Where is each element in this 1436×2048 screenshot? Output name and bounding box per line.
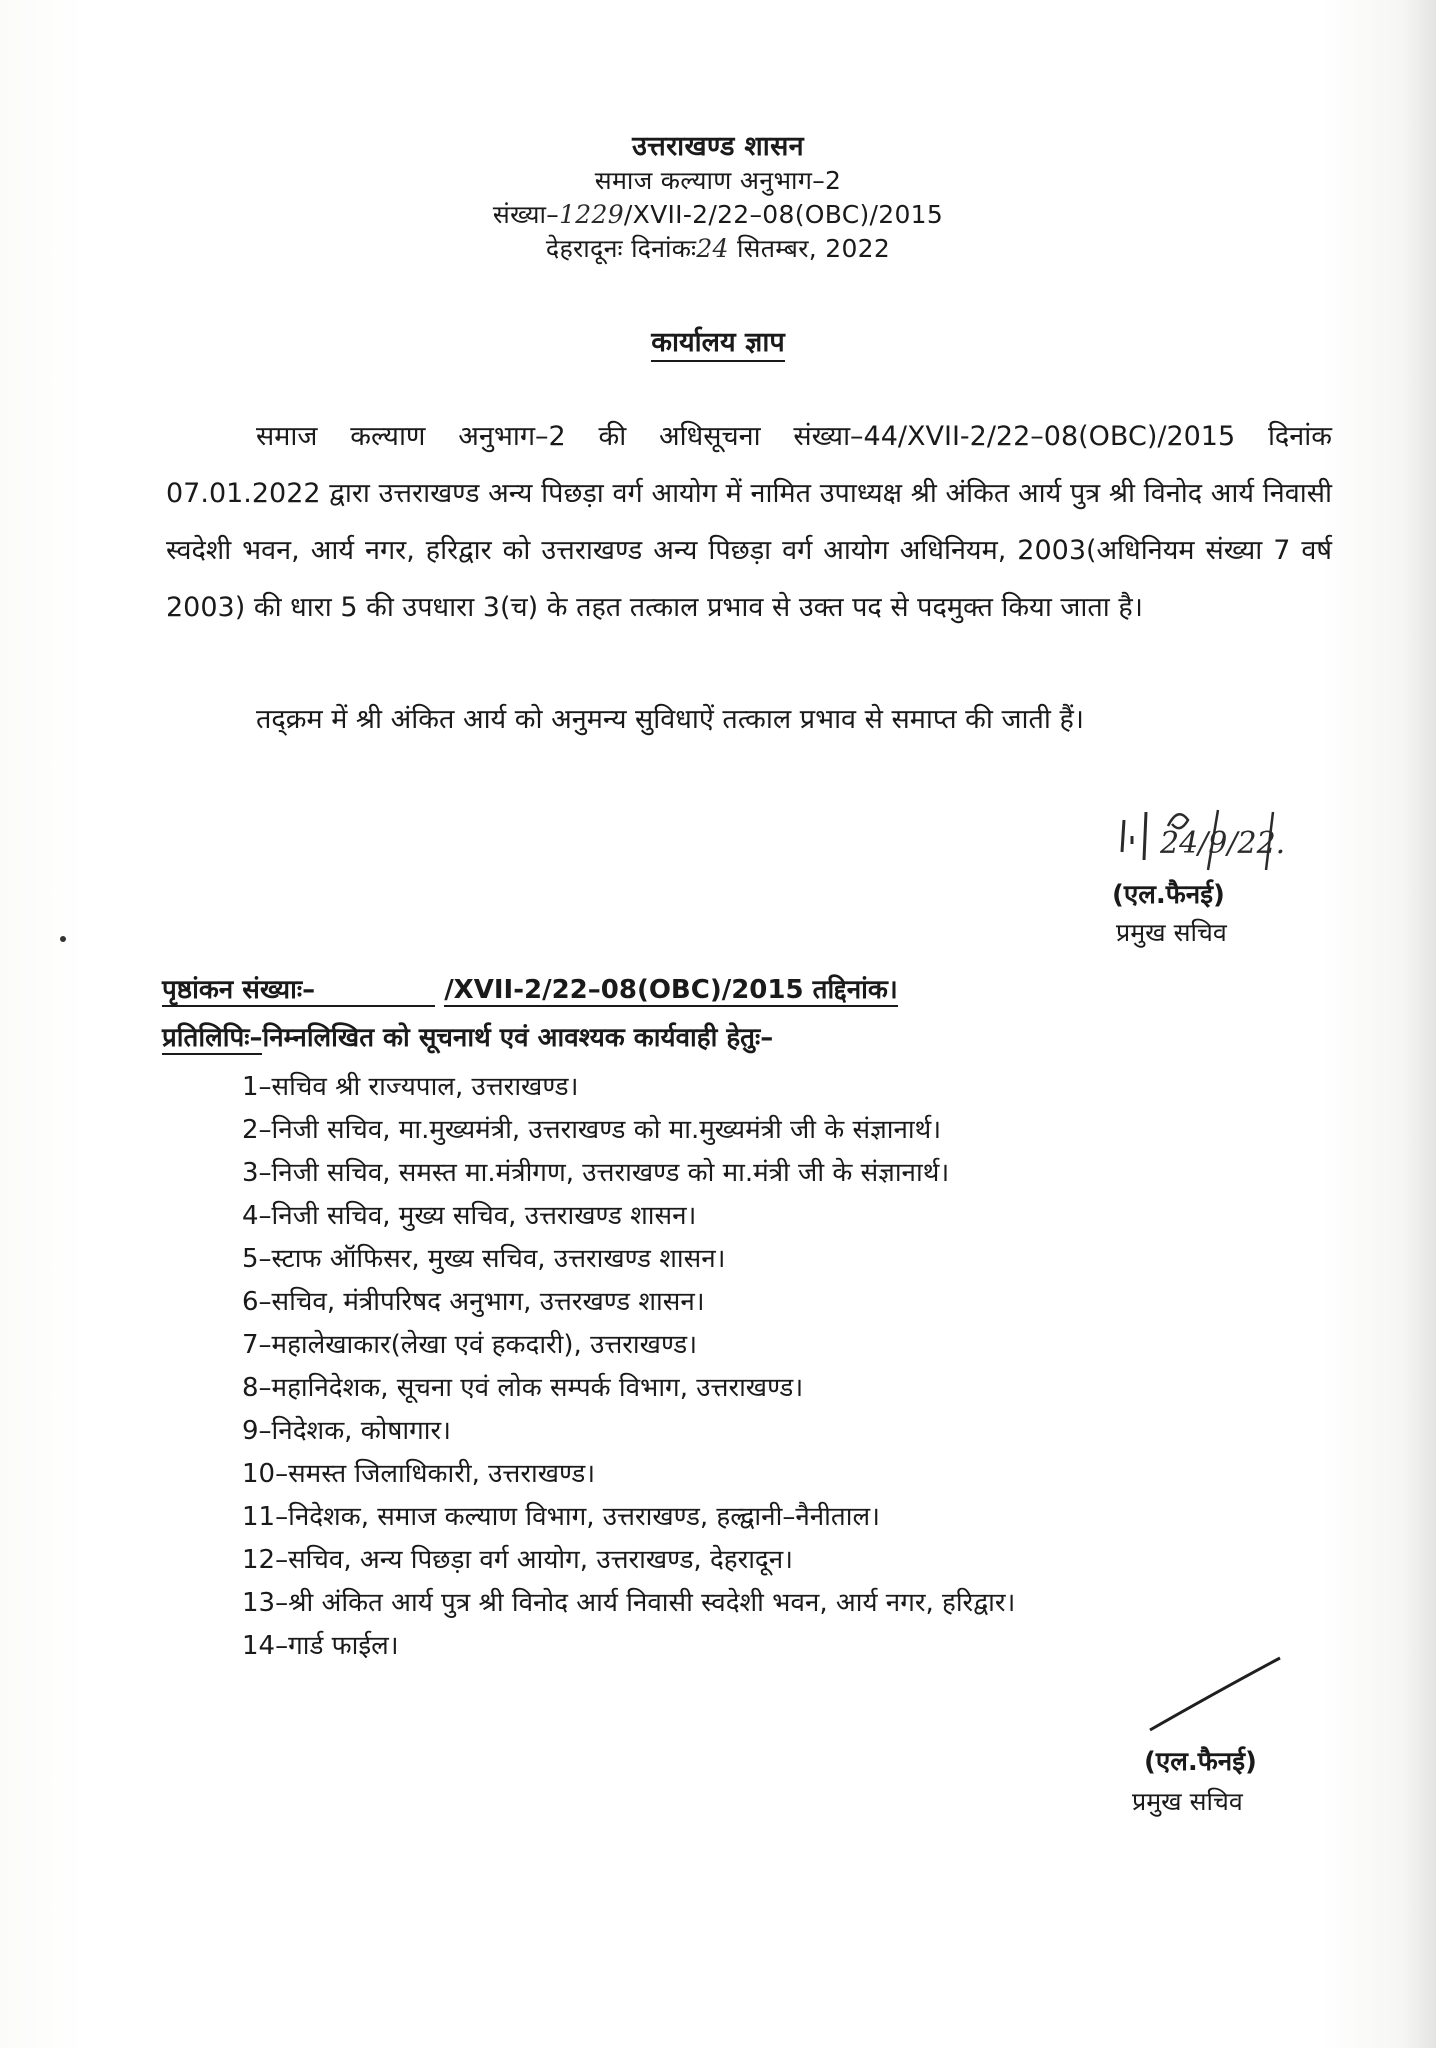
list-item: 11–निदेशक, समाज कल्याण विभाग, उत्तराखण्ड, हल्द्वानी–नैनीताल। — [242, 1502, 880, 1532]
date-suffix: सितम्बर, 2022 — [737, 234, 891, 263]
handwritten-number: 1229 — [559, 200, 624, 229]
signatory-name: (एल.फैनई) — [1112, 880, 1225, 910]
list-item: 2–निजी सचिव, मा.मुख्यमंत्री, उत्तराखण्ड को मा.मुख्यमंत्री जी के संज्ञानार्थ। — [242, 1115, 942, 1145]
signature-block-1 — [1108, 800, 1428, 947]
second-paragraph: तद्क्रम में श्री अंकित आर्य को अनुमन्य सुविधाऐं तत्काल प्रभाव से समाप्त की जाती हैं। — [256, 704, 1085, 735]
signatory-name-2: (एल.फैनई) — [1144, 1747, 1257, 1777]
scan-speck — [60, 936, 66, 942]
copy-text: निम्नलिखित को सूचनार्थ एवं आवश्यक कार्यवाही हेतुः– — [262, 1023, 774, 1053]
list-item: 10–समस्त जिलाधिकारी, उत्तराखण्ड। — [242, 1459, 596, 1489]
main-paragraph — [166, 408, 1332, 636]
list-item: 7–महालेखाकार(लेखा एवं हकदारी), उत्तराखण्ड। — [242, 1330, 698, 1360]
list-item: 8–महानिदेशक, सूचना एवं लोक सम्पर्क विभाग, उत्तराखण्ड। — [242, 1373, 804, 1403]
copy-label: प्रतिलिपिः– — [162, 1023, 263, 1053]
handwritten-date: 24 — [696, 234, 729, 263]
copy-heading — [162, 1018, 773, 1054]
paragraph-1-text: समाज कल्याण अनुभाग–2 की अधिसूचना संख्या–44/XVII-2/22–08(OBC)/2015 दिनांक 07.01.2022 द्वारा उत्तराखण्ड अन्य पिछड़ा वर्ग आयोग में नामित उपाध्यक्ष श्री अंकित आर्य पुत्र श्री विनोद आर्य निवासी स्वदेशी भवन, आर्य नगर, हरिद्वार को उत्तराखण्ड अन्य पिछड़ा वर्ग आयोग अधिनियम, 2003(अधिनियम संख्या 7 वर्ष 2003) की धारा 5 की उपधारा 3(च) के तहत तत्काल प्रभाव से उक्त पद से पदमुक्त किया जाता है। — [166, 421, 1332, 623]
letter-date — [0, 232, 1436, 266]
list-item: 5–स्टाफ ऑफिसर, मुख्य सचिव, उत्तराखण्ड शासन। — [242, 1244, 726, 1274]
signature-block-2 — [1120, 1650, 1340, 1850]
page-edge-shadow — [1402, 0, 1436, 2048]
endorsement-line — [162, 970, 1332, 1006]
list-item: 13–श्री अंकित आर्य पुत्र श्री विनोद आर्य निवासी स्वदेशी भवन, आर्य नगर, हरिद्वार। — [242, 1588, 1016, 1618]
list-item: 6–सचिव, मंत्रीपरिषद अनुभाग, उत्तरखण्ड शासन। — [242, 1287, 705, 1317]
government-name: उत्तराखण्ड शासन — [632, 131, 804, 162]
endorsement-label: पृष्ठांकन संख्याः– — [162, 975, 435, 1007]
recipient-list — [242, 1066, 1352, 1668]
letter-header — [0, 130, 1436, 266]
list-item: 3–निजी सचिव, समस्त मा.मंत्रीगण, उत्तराखण्ड को मा.मंत्री जी के संज्ञानार्थ। — [242, 1158, 950, 1188]
list-item: 14–गार्ड फाईल। — [242, 1631, 399, 1661]
date-prefix: देहरादूनः दिनांकः — [545, 234, 697, 263]
endorsement-reference: /XVII-2/22–08(OBC)/2015 तद्दिनांक। — [444, 975, 898, 1005]
signatory-designation: प्रमुख सचिव — [1116, 918, 1227, 947]
number-prefix: संख्या– — [492, 200, 560, 229]
signatory-designation-2: प्रमुख सचिव — [1132, 1787, 1243, 1816]
list-item: 9–निदेशक, कोषागार। — [242, 1416, 452, 1446]
list-item: 1–सचिव श्री राज्यपाल, उत्तराखण्ड। — [242, 1072, 579, 1102]
number-suffix: /XVII-2/22–08(OBC)/2015 — [623, 200, 944, 229]
department-section: समाज कल्याण अनुभाग–2 — [594, 166, 842, 195]
letter-number — [0, 198, 1436, 232]
list-item: 4–निजी सचिव, मुख्य सचिव, उत्तराखण्ड शासन। — [242, 1201, 697, 1231]
list-item: 12–सचिव, अन्य पिछड़ा वर्ग आयोग, उत्तराखण्ड, देहरादून। — [242, 1545, 794, 1575]
signature-stroke — [1120, 1650, 1340, 1740]
document-title: कार्यालय ज्ञाप — [0, 322, 1436, 359]
signature-handwritten-date: 24/9/22. — [1160, 826, 1286, 861]
